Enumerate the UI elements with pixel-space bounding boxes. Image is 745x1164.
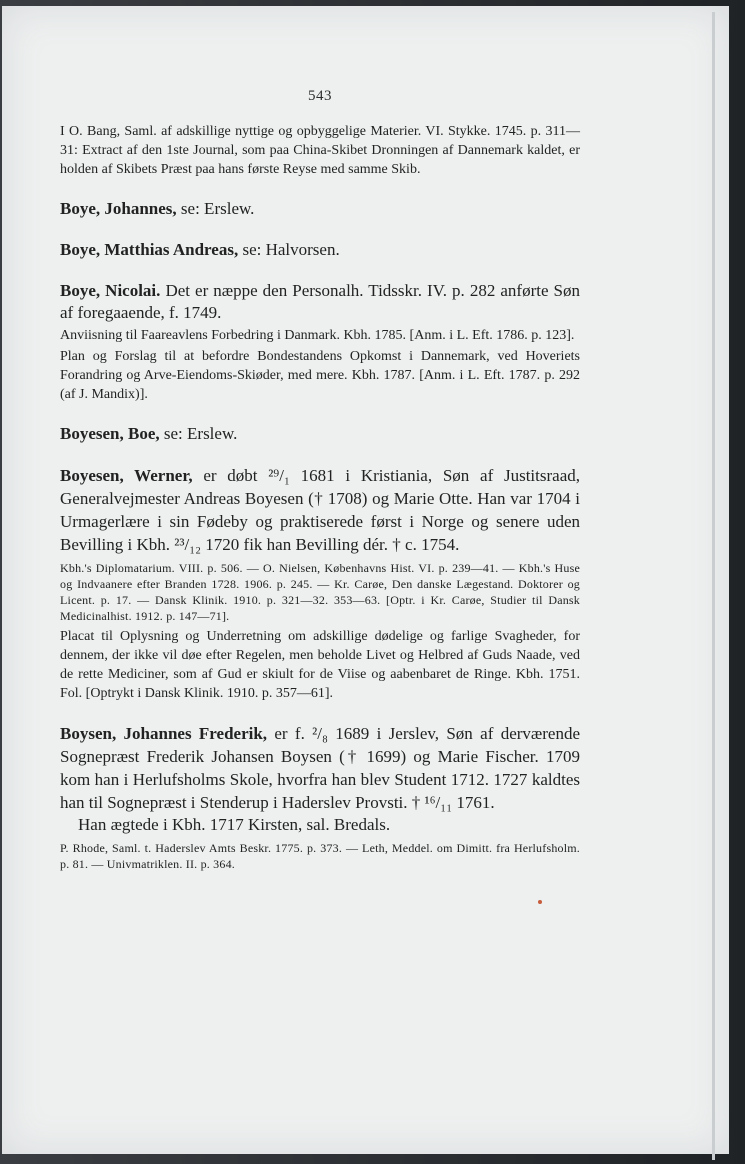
boye-nicolai-work-2: Plan og Forslag til at befordre Bondestandens Opkomst i Dannemark, ved Hoveriets Forandring og Arve-Eiendoms-Skiøder, med mere. Kbh. 1787. [Anm. i L. Eft. 1787. p. 292 (af J. Mandix)]. bbox=[60, 349, 580, 402]
entry-bang-text: I O. Bang, Saml. af adskillige nyttige og opbyggelige Materier. VI. Stykke. 1745. p. 311—31: Extract af den 1ste Journal, som paa China-Skibet Dronningen af Dannemark kaldet, er holden af Skibets Præst paa hans første Reyse med samme Skib. bbox=[60, 124, 580, 177]
entry-rest: er døbt ²⁹/₁ 1681 i Kristiania, Søn af Justitsraad, Generalvejmester Andreas Boyesen († 1708) og Marie Otte. Han var 1704 i Urmagerlære i sin Fødeby og praktiserede først i Norge og senere uden Bevilling i Kbh. ²³/₁₂ 1720 fik han Bevilling dér. † c. 1754. bbox=[60, 466, 580, 554]
page-content bbox=[60, 122, 580, 872]
entry-boyesen-boe bbox=[60, 423, 580, 445]
entry-head: Boye, Johannes, bbox=[60, 199, 177, 218]
entry-head: Boysen, Johannes Frederik, bbox=[60, 724, 268, 743]
boysen-johannes-marriage: Han ægtede i Kbh. 1717 Kirsten, sal. Bredals. bbox=[78, 815, 391, 834]
entry-boye-nicolai bbox=[60, 280, 580, 324]
boysen-johannes-sources: P. Rhode, Saml. t. Haderslev Amts Beskr. 1775. p. 373. — Leth, Meddel. om Dimitt. fra Herlufsholm. p. 81. — Univmatriklen. II. p. 364. bbox=[60, 841, 580, 871]
page-edge bbox=[712, 12, 715, 1160]
entry-head: Boye, Nicolai. bbox=[60, 281, 161, 300]
entry-head: Boyesen, Boe, bbox=[60, 424, 160, 443]
entry-rest: er f. ²/₈ 1689 i Jerslev, Søn af derværende Sognepræst Frederik Johansen Boysen († 1699) og Marie Fischer. 1709 kom han i Herlufsholms Skole, hvorfra han blev Student 1712. 1727 kaldtes han til Sognepræst i Stenderup i Haderslev Provsti. † ¹⁶/₁₁ 1761. bbox=[60, 724, 580, 812]
entry-rest: se: Erslew. bbox=[159, 424, 238, 443]
boye-nicolai-work-1: Anviisning til Faareavlens Forbedring i Danmark. Kbh. 1785. [Anm. i L. Eft. 1786. p. 123]. bbox=[60, 328, 575, 343]
entry-boye-johannes bbox=[60, 198, 580, 220]
entry-boyesen-werner bbox=[60, 464, 580, 556]
boyesen-werner-sources: Kbh.'s Diplomatarium. VIII. p. 506. — O. Nielsen, Københavns Hist. VI. p. 239—41. — Kbh.'s Huse og Indvaanere efter Branden 1728. 1906. p. 245. — Kr. Carøe, Den danske Lægestand. Doktorer og Licent. p. 17. — Dansk Klinik. 1910. p. 321—32. 353—63. [Optr. i Kr. Carøe, Studier til Dansk Medicinalhist. 1912. p. 147—71]. bbox=[60, 561, 580, 623]
page-number: 543 bbox=[308, 88, 332, 104]
entry-head: Boye, Matthias Andreas, bbox=[60, 240, 239, 259]
entry-boysen-johannes bbox=[60, 722, 580, 814]
entry-boye-matthias bbox=[60, 239, 580, 261]
entry-head: Boyesen, Werner, bbox=[60, 466, 193, 485]
boyesen-werner-work: Placat til Oplysning og Underretning om adskillige dødelige og farlige Svagheder, for dennem, der ikke vil døe efter Regelen, men beholde Livet og Helbred af Guds Naade, ved de rette Mediciner, som af Gud er skiult for de Viise og aabenbaret de Ringe. Kbh. 1751. Fol. [Optrykt i Dansk Klinik. 1910. p. 357—61]. bbox=[60, 629, 580, 701]
entry-rest: se: Halvorsen. bbox=[238, 240, 340, 259]
entry-rest: Det er næppe den Personalh. Tidsskr. IV. p. 282 anførte Søn af foregaaende, f. 1749. bbox=[60, 281, 580, 322]
ink-spot bbox=[538, 900, 542, 904]
entry-rest: se: Erslew. bbox=[176, 199, 255, 218]
